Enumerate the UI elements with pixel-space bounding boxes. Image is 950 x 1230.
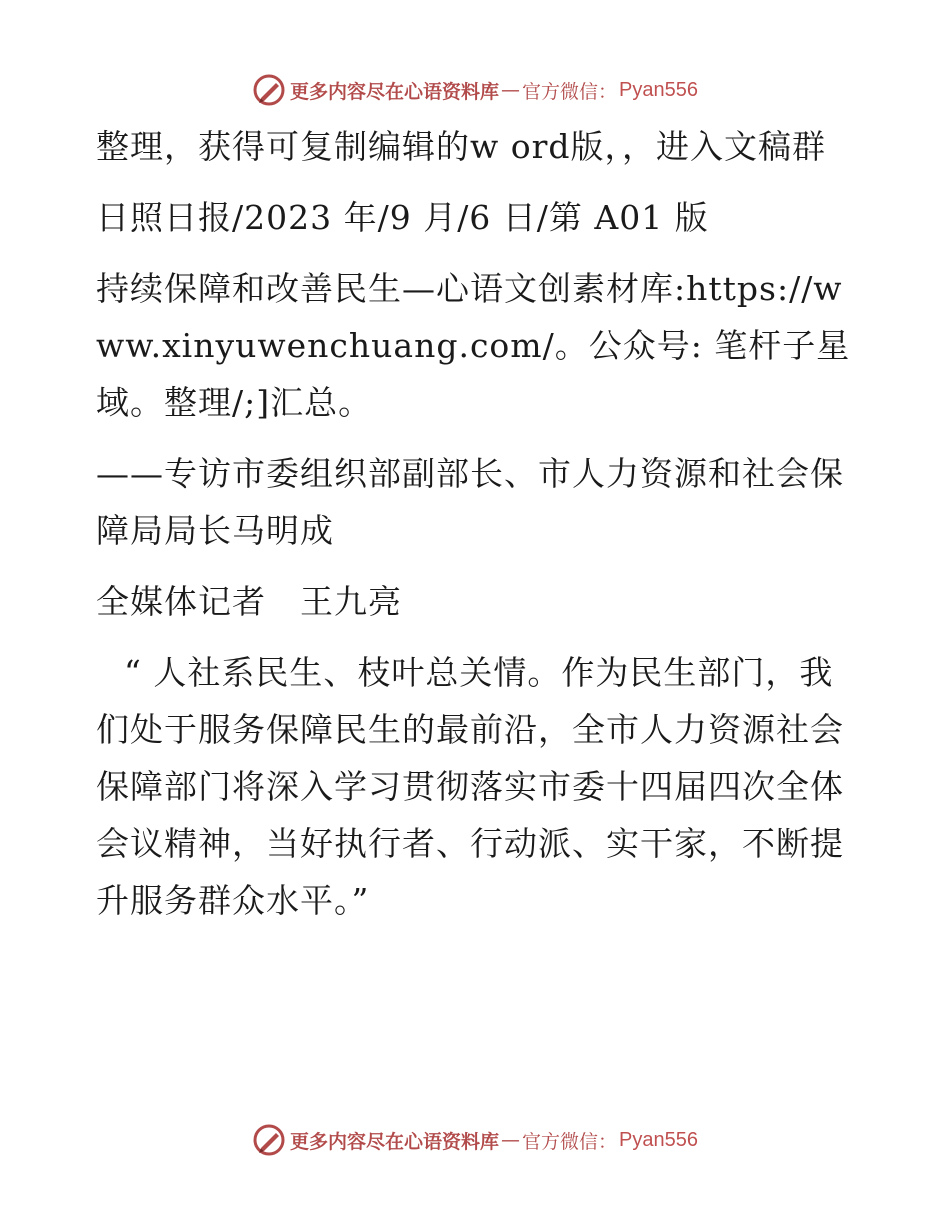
paragraph-note: 整理，获得可复制编辑的w ord版，，进入文稿群 bbox=[96, 127, 827, 166]
article-body bbox=[96, 118, 856, 943]
banner-wechat-label: 官方微信： bbox=[522, 80, 618, 103]
banner-dash: — bbox=[501, 1129, 521, 1151]
banner-site-text: 更多内容尽在心语资料库 bbox=[290, 1130, 500, 1153]
banner-dash: — bbox=[501, 79, 521, 101]
footer-banner bbox=[0, 1120, 950, 1160]
paragraph-subtitle: ——专访市委组织部副部长、市人力资源和社会保障局局长马明成 bbox=[96, 454, 844, 550]
pen-logo-icon bbox=[252, 73, 286, 107]
paragraph-quote: “ 人社系民生、枝叶总关情。作为民生部门，我们处于服务保障民生的最前沿，全市人力资源社会保障部门将深入学习贯彻落实市委十四届四次全体会议精神，当好执行者、行动派、实干家，不断提升服务群众水平。” bbox=[96, 653, 844, 920]
banner-wechat-id: Pyan556 bbox=[619, 78, 698, 101]
header-banner bbox=[0, 70, 950, 110]
banner-site-text: 更多内容尽在心语资料库 bbox=[290, 80, 500, 103]
paragraph-source: 日照日报/2023 年/9 月/6 日/第 A01 版 bbox=[96, 198, 709, 237]
pen-logo-icon bbox=[252, 1123, 286, 1157]
banner-wechat-label: 官方微信： bbox=[522, 1130, 618, 1153]
banner-wechat-id: Pyan556 bbox=[619, 1128, 698, 1151]
paragraph-title: 持续保障和改善民生—心语文创素材库:https://www.xinyuwenchuang.com/。公众号: 笔杆子星域。整理/;]汇总。 bbox=[96, 269, 851, 422]
paragraph-byline: 全媒体记者 王九亮 bbox=[96, 582, 402, 621]
